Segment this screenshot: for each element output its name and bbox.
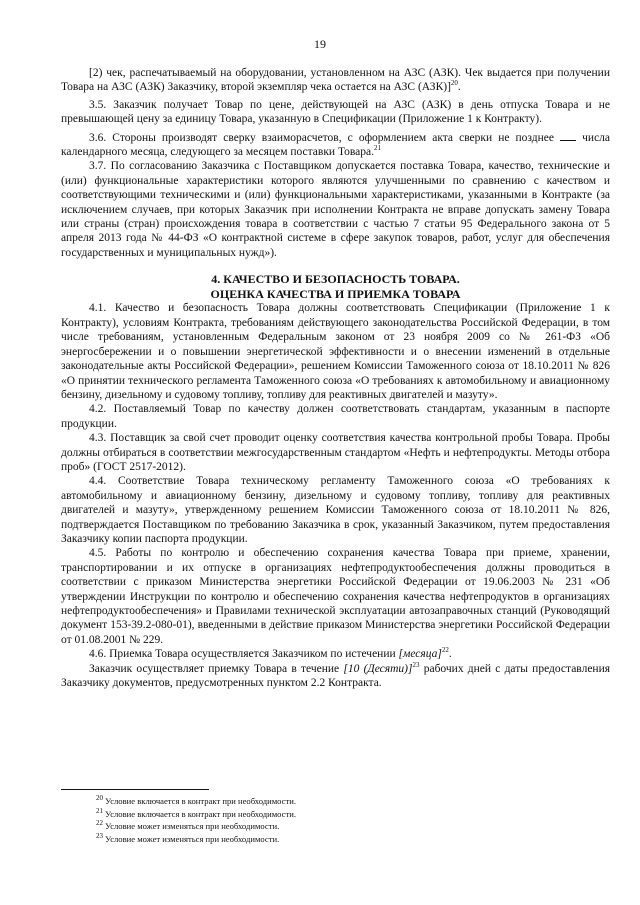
footnote: $^{23}$ Условие может изменяться при необходимости. — [96, 831, 280, 844]
section-title: 4. КАЧЕСТВО И БЕЗОПАСНОСТЬ ТОВАРА. ОЦЕНКА КАЧЕСТВА И ПРИЕМКА ТОВАРА — [210, 272, 461, 301]
paragraph-4-5: 4.5. Работы по контролю и обеспечению сохранения качества Товара при приеме, хранении, транспортировании и их отпуске в организациях нефтепродуктообеспечения должны проводиться в соответствии с приказом Министерства энергетики Российской Федерации от 19.06.2003 № 231 «Об утверждении Инструкции по контролю и обеспечению сохранения качества нефтепродуктов в организациях нефтепродуктообеспечения» и Правилами технической эксплуатации автозаправочных станций (Руководящий документ 153-39.2-080-01), введенными в действие приказом Министерства энергетики Российской Федерации от 01.08.2001 № 229. — [61, 547, 610, 646]
footnote-ref: 21 — [373, 144, 381, 153]
paragraph-check: [2) чек, распечатываемый на оборудовании, установленном на АЗС (АЗК). Чек выдается при получении Товара на АЗС (АЗК) Заказчику, второй экземпляр чека остается на АЗС (АЗК)]$^{20}$. — [61, 67, 610, 94]
paragraph-3-5: 3.5. Заказчик получает Товар по цене, действующей на АЗС (АЗК) в день отпуска Товара и не превышающей цену за единицу Товара, указанную в Спецификации (Приложение 1 к Контракту). — [61, 98, 610, 126]
footnote: $^{20}$ Условие включается в контракт при необходимости. — [96, 794, 297, 806]
paragraph-4-2: 4.2. Поставляемый Товар по качеству должен соответствовать стандартам, указанным в паспорте продукции. — [61, 403, 610, 430]
footnote-ref: 20 — [450, 79, 458, 88]
footnote-ref: 23 — [412, 660, 420, 669]
paragraph-4-1: 4.1. Качество и безопасность Товара должны соответствовать Спецификации (Приложение 1 к Контракту), условиям Контракта, требованиям действующего законодательства Российской Федерации, в том числе требованиям, установленным Федеральным законом от 23 ноября 2009 со № 261-ФЗ «Об энергосбережении и о повышении энергетической эффективности и о внесении изменений в отдельные законодательные акты Российской Федерации», решением Комиссии Таможенного союза от 18.10.2011 № 826 «О принятии технического регламента Таможенного союза «О требованиях к автомобильному и авиационному бензину, дизельному и судовому топливу, топливу для реактивных двигателей и мазуту». — [61, 302, 610, 401]
document-body — [61, 66, 610, 690]
paragraph-3-7: 3.7. По согласованию Заказчика с Поставщиком допускается поставка Товара, качество, технические и (или) функциональные характеристики которого являются улучшенными по сравнению с качеством и соответствующими техническими и (или) функциональными характеристиками, указанными в Контракте (за исключением случаев, при которых Заказчик при исполнении Контракта не вправе допускать замену Товара или страны (стран) происхождения товара в соответствии с частью 7 статьи 95 Федерального закона от 5 апреля 2013 года № 44-ФЗ «О контрактной системе в сфере закупок товаров, работ, услуг для обеспечения государственных и муниципальных нужд»). — [61, 160, 610, 259]
footnote: $^{21}$ Условие включается в контракт при необходимости. — [96, 806, 297, 819]
paragraph-3-6: 3.6. Стороны производят сверку взаиморасчетов, с оформлением акта сверки не позднее числа календарного месяца, следующего за месяцем поставки Товара.$^{21}$ — [61, 131, 611, 159]
footnote: $^{22}$ Условие может изменяться при необходимости. — [96, 819, 280, 832]
paragraph-acceptance-term: Заказчик осуществляет приемку Товара в течение [10 (Десяти)]$^{23}$ рабочих дней с даты предоставления Заказчику документов, предусмотренных пунктом 2.2 Контракта. — [61, 660, 611, 690]
paragraph-4-4: 4.4. Соответствие Товара техническому регламенту Таможенного союза «О требованиях к автомобильному и авиационному бензину, дизельному и судовому топливу, топливу для реактивных двигателей и мазуту», утвержденному решением Комиссии Таможенного союза от 18.10.2011 № 826, подтверждается Поставщиком по требованию Заказчика в срок, указанный Заказчиком, путем предоставления Заказчику копии паспорта продукции. — [61, 475, 610, 545]
footnotes — [96, 795, 296, 845]
blank-field — [560, 130, 576, 141]
page-number: 19 — [314, 37, 326, 51]
footnote-ref: 22 — [441, 646, 449, 655]
footnote-divider — [61, 789, 209, 790]
paragraph-4-6: 4.6. Приемка Товара осуществляется Заказчиком по истечении [месяца]$^{22}$. — [89, 646, 452, 661]
paragraph-4-3: 4.3. Поставщик за свой счет проводит оценку соответствия качества контрольной пробы Товара. Пробы должны отбираться в соответствии межгосударственным стандартом «Нефть и нефтепродукты. Методы отбора проб» (ГОСТ 2517-2012). — [61, 432, 610, 473]
